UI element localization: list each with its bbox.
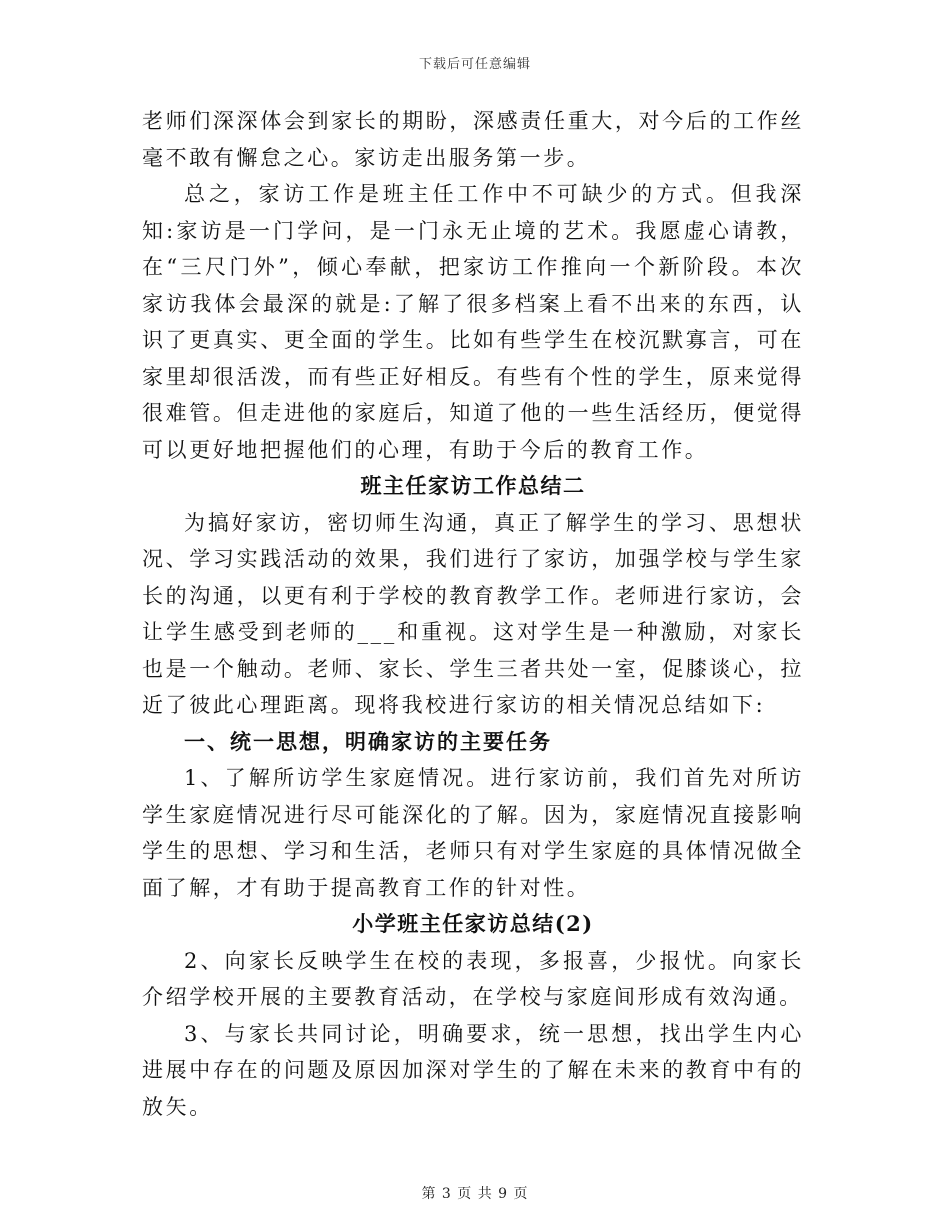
- paragraph-2: 总之，家访工作是班主任工作中不可缺少的方式。但我深知:家访是一门学问，是一门永无止境的艺术。我愿虚心请教，在“三尺门外”，倾心奉献，把家访工作推向一个新阶段。本次家访我体会最深的就是:了解了很多档案上看不出来的东西，认识了更真实、更全面的学生。比如有些学生在校沉默寡言，可在家里却很活泼，而有些正好相反。有些有个性的学生，原来觉得很难管。但走进他的家庭后，知道了他的一些生活经历，便觉得可以更好地把握他们的心理，有助于今后的教育工作。: [142, 182, 804, 462]
- subheading-task: 一、统一思想，明确家访的主要任务: [184, 728, 552, 754]
- paragraph-3: 为搞好家访，密切师生沟通，真正了解学生的学习、思想状况、学习实践活动的效果，我们进行了家访，加强学校与学生家长的沟通，以更有利于学校的教育教学工作。老师进行家访，会让学生感受到老师的___和重视。这对学生是一种激励，对家长也是一个触动。老师、家长、学生三者共处一室，促膝谈心，拉近了彼此心理距离。现将我校进行家访的相关情况总结如下:: [142, 510, 804, 717]
- section-heading-summary: 小学班主任家访总结(2): [352, 911, 594, 936]
- paragraph-6: 3、与家长共同讨论，明确要求，统一思想，找出学生内心进展中存在的问题及原因加深对学生的了解在未来的教育中有的放矢。: [142, 1021, 804, 1119]
- paragraph-5: 2、向家长反映学生在校的表现，多报喜，少报忧。向家长介绍学校开展的主要教育活动，在学校与家庭间形成有效沟通。: [142, 948, 804, 1009]
- header-note: 下载后可任意编辑: [418, 57, 531, 72]
- document-body: [142, 103, 804, 1125]
- section-heading-2: 班主任家访工作总结二: [360, 473, 586, 498]
- page-number: 第 3 页 共 9 页: [421, 1186, 529, 1202]
- paragraph-1: 老师们深深体会到家长的期盼，深感责任重大，对今后的工作丝毫不敢有懈怠之心。家访走出服务第一步。: [142, 109, 804, 170]
- paragraph-4: 1、了解所访学生家庭情况。进行家访前，我们首先对所访学生家庭情况进行尽可能深化的了解。因为，家庭情况直接影响学生的思想、学习和生活，老师只有对学生家庭的具体情况做全面了解，才有助于提高教育工作的针对性。: [142, 766, 804, 900]
